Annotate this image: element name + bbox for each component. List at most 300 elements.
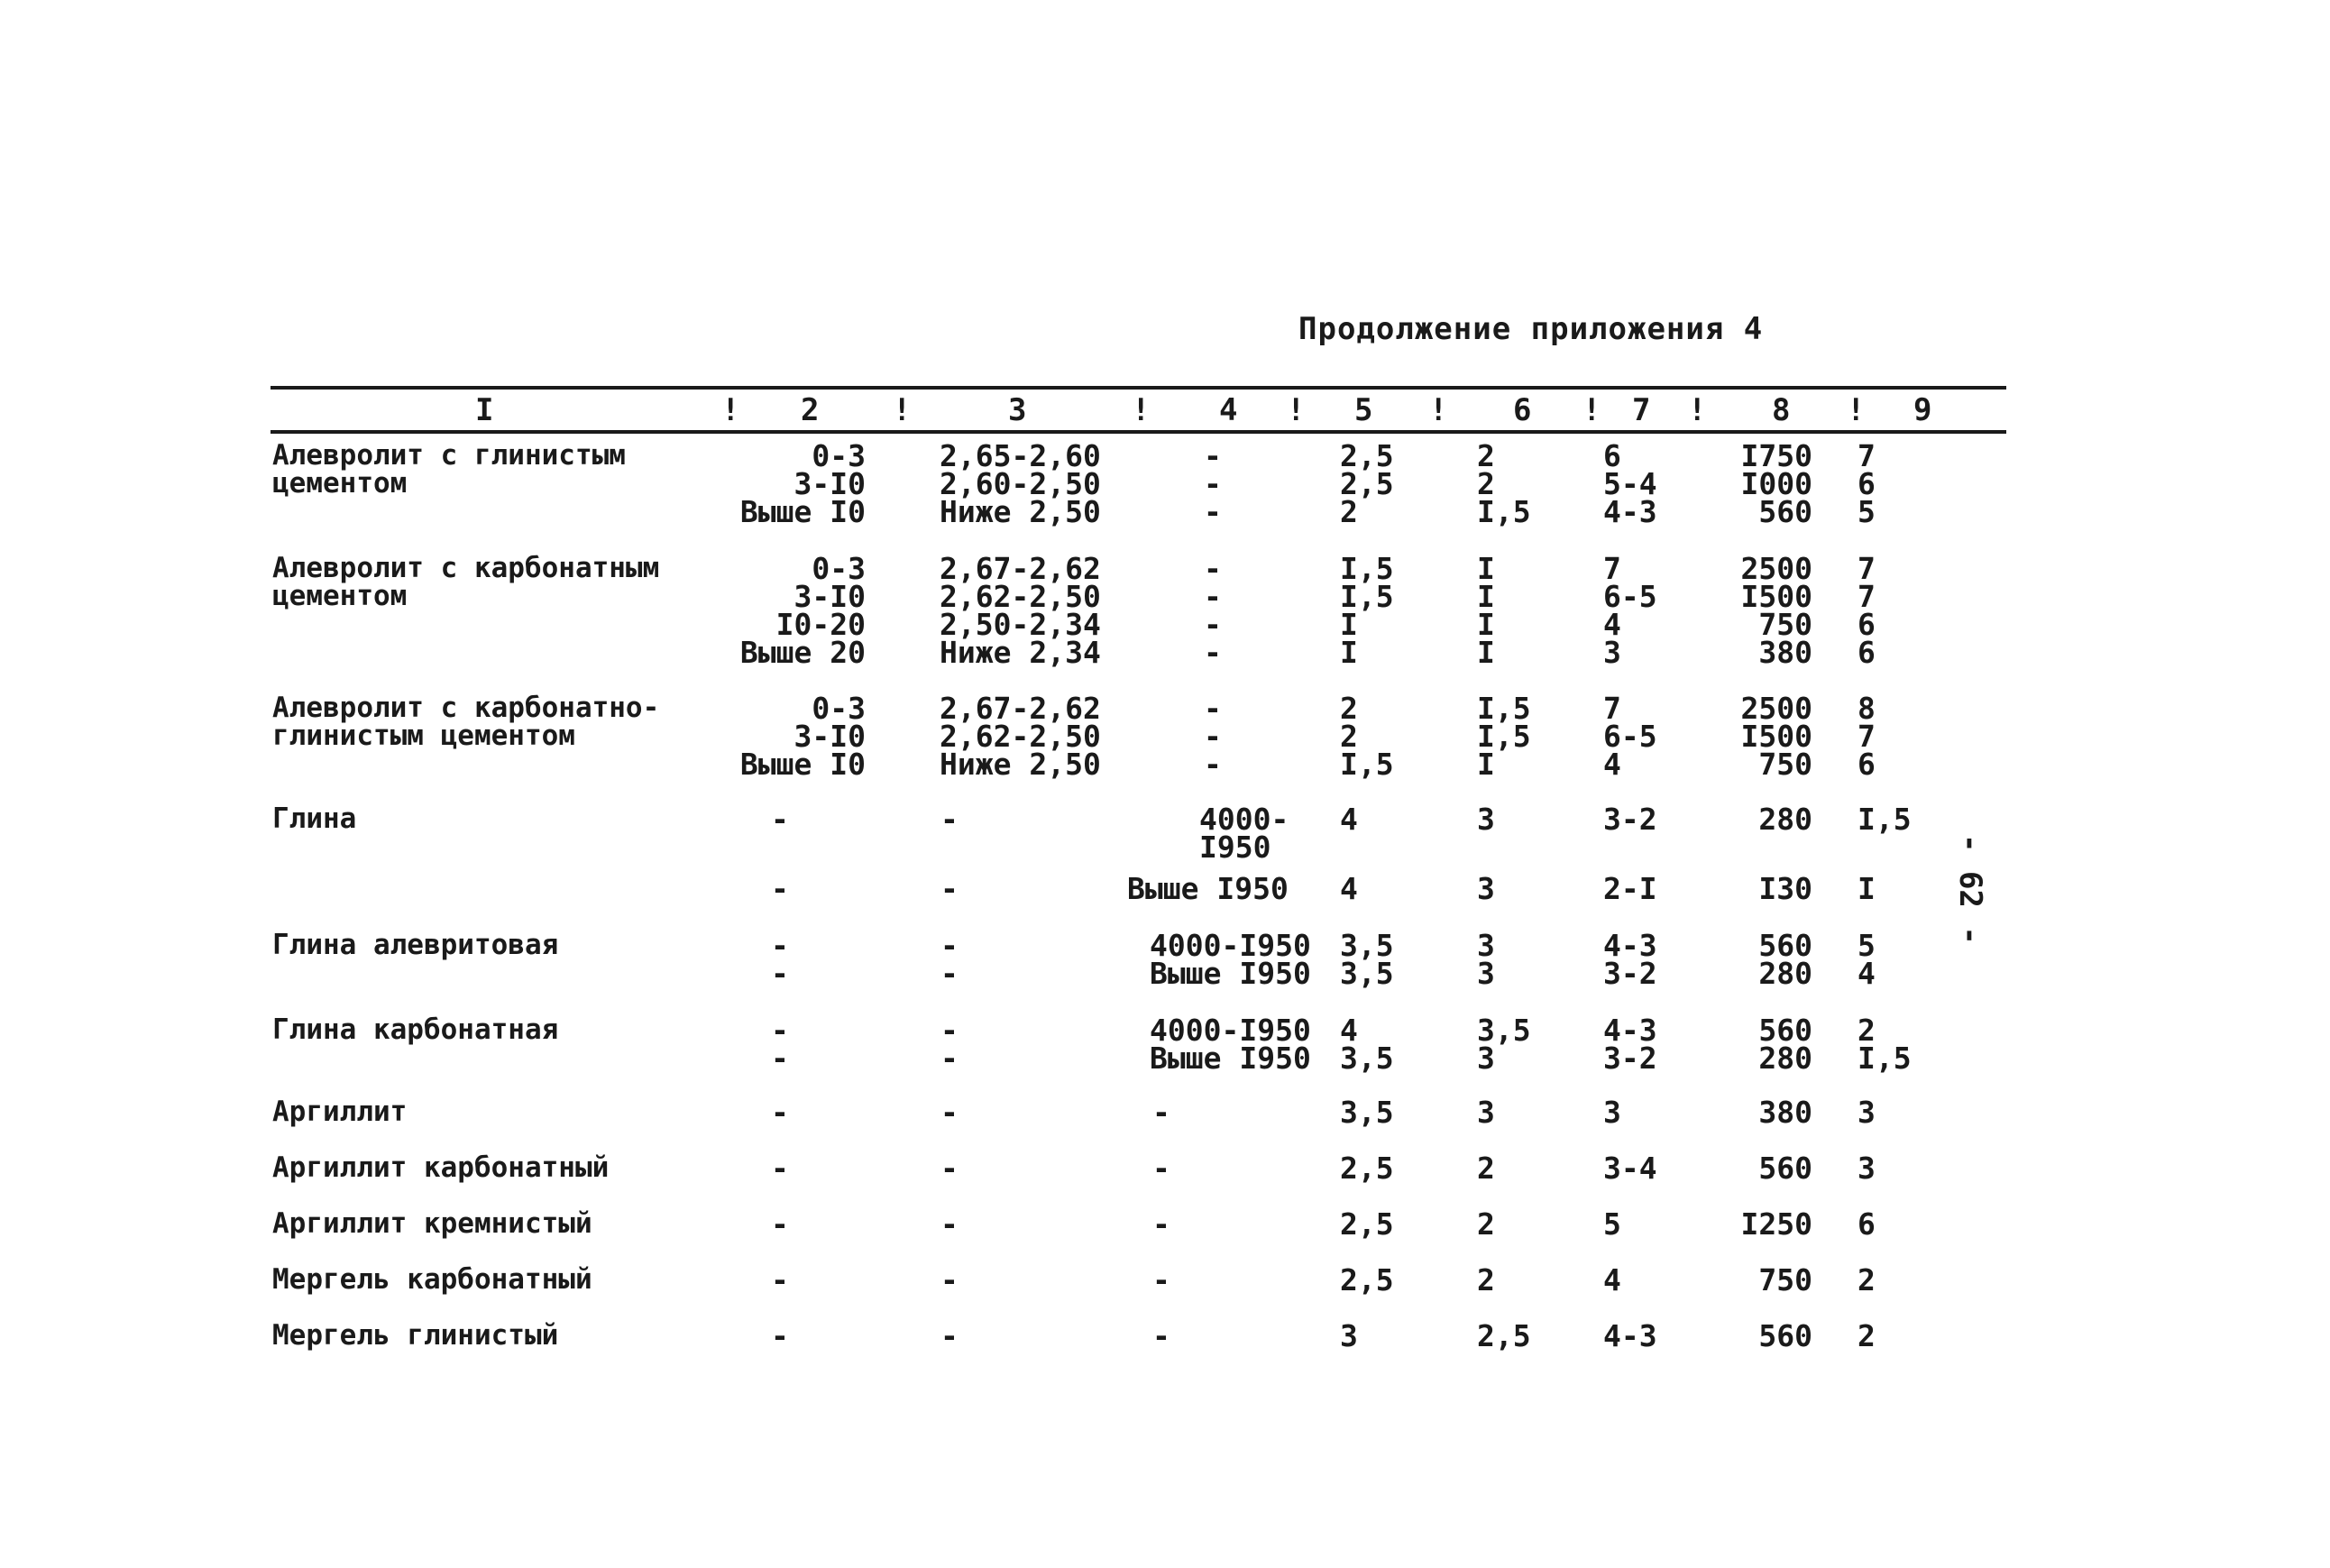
cell-value: 3,5: [1340, 956, 1394, 991]
table-top-rule: [271, 386, 2006, 390]
cell-value: -: [1204, 719, 1222, 754]
table-cell-c8: [1713, 928, 1812, 991]
cell-value: 3-I0: [793, 466, 866, 501]
table-cell-c9: [1858, 1318, 1876, 1353]
row-name-line: цементом: [272, 467, 408, 500]
cell-value: Выше I0: [739, 494, 866, 529]
table-cell-c2: [771, 1151, 798, 1186]
row-name-line: Аргиллит: [272, 1096, 408, 1128]
cell-value: -: [1204, 747, 1222, 782]
cell-value: I000: [1740, 466, 1812, 501]
table-cell-c4: [1127, 871, 1353, 906]
cell-value: Выше I0: [739, 747, 866, 782]
cell-value: 280: [1758, 956, 1812, 991]
table-cell-c6: [1477, 691, 1531, 782]
table-cell-c6: [1477, 1013, 1531, 1076]
cell-value: I500: [1740, 579, 1812, 614]
table-cell-c9: [1858, 438, 1876, 529]
table-cell-c7: [1603, 438, 1657, 529]
cell-value: 3,5: [1340, 928, 1394, 963]
table-cell-c7: [1603, 1151, 1657, 1186]
cell-value: Выше 20: [739, 635, 866, 670]
table-cell-c6: [1477, 802, 1495, 837]
cell-value: -: [771, 802, 789, 837]
cell-value: 750: [1758, 747, 1812, 782]
table-cell-c9: [1858, 691, 1876, 782]
row-name-line: Глина: [272, 802, 357, 835]
cell-value: 4: [1340, 871, 1358, 906]
cell-value: -: [940, 871, 959, 906]
cell-value: 2: [1477, 466, 1495, 501]
table-cell-c4: [1152, 1206, 1179, 1242]
cell-value: 2: [1340, 494, 1358, 529]
table-cell-c8: [1713, 1151, 1812, 1186]
cell-value: I: [1340, 607, 1358, 642]
cell-value: 3: [1477, 802, 1495, 837]
cell-value: 7: [1858, 551, 1876, 586]
cell-value: -: [1204, 494, 1222, 529]
cell-value: 2,67-2,62: [940, 691, 1101, 726]
cell-value: I: [1340, 635, 1358, 670]
table-cell-c6: [1477, 1151, 1495, 1186]
column-header-4: 4: [1219, 392, 1238, 428]
cell-value: -: [1152, 1262, 1170, 1297]
table-cell-c6: [1477, 438, 1531, 529]
table-cell-c4: [1152, 1151, 1179, 1186]
table-cell-c9: [1858, 1095, 1876, 1130]
table-cell-c7: [1603, 928, 1657, 991]
table-cell-c7: [1603, 1095, 1621, 1130]
table-cell-c4: [1152, 1318, 1179, 1353]
cell-value: 3: [1477, 956, 1495, 991]
cell-value: 3-I0: [793, 579, 866, 614]
cell-value: -: [1152, 1206, 1170, 1242]
cell-value: 560: [1758, 1013, 1812, 1048]
cell-value: I,5: [1858, 802, 1912, 837]
cell-value: -: [940, 1262, 959, 1297]
cell-value: I: [1477, 551, 1495, 586]
row-name-line: Глина алевритовая: [272, 929, 559, 961]
cell-value: 3,5: [1477, 1013, 1531, 1048]
cell-value: 2,50-2,34: [940, 607, 1101, 642]
cell-value: -: [1204, 438, 1222, 473]
column-separator: !: [1582, 392, 1601, 428]
table-cell-c3: [940, 1206, 959, 1242]
cell-value: -: [771, 871, 789, 906]
row-name: [272, 1263, 592, 1296]
table-cell-c2: [771, 1013, 798, 1076]
row-name-line: Аргиллит кремнистый: [272, 1207, 592, 1240]
table-cell-c2: [771, 1206, 798, 1242]
table-cell-c3: [940, 1151, 959, 1186]
table-cell-c7: [1603, 1013, 1657, 1076]
cell-value: I,5: [1340, 747, 1394, 782]
cell-value: 2,62-2,50: [940, 579, 1101, 614]
cell-value: -: [940, 1041, 959, 1076]
cell-value: 3-I0: [793, 719, 866, 754]
cell-value: 4000-I950: [1150, 1013, 1311, 1048]
cell-value: 3: [1477, 928, 1495, 963]
cell-value: I: [1477, 635, 1495, 670]
column-header-1: I: [475, 392, 494, 428]
row-name-line: цементом: [272, 580, 408, 612]
cell-value: -: [1204, 466, 1222, 501]
cell-value: 0-3: [812, 691, 866, 726]
table-cell-c8: [1713, 691, 1812, 782]
table-cell-c3: [940, 871, 959, 906]
column-header-9: 9: [1913, 392, 1932, 428]
cell-value: 3-2: [1603, 1041, 1657, 1076]
cell-value: 750: [1758, 607, 1812, 642]
row-name-line: Мергель глинистый: [272, 1319, 559, 1352]
row-name-line: Глина карбонатная: [272, 1013, 559, 1046]
cell-value: 6-5: [1603, 719, 1657, 754]
table-cell-c7: [1603, 802, 1657, 837]
cell-value: 4-3: [1603, 928, 1657, 963]
cell-value: 5: [1858, 928, 1876, 963]
row-name: [272, 439, 626, 500]
row-name: [272, 552, 660, 612]
cell-value: 3: [1603, 635, 1621, 670]
cell-value: 2: [1477, 1206, 1495, 1242]
table-cell-c7: [1603, 1318, 1657, 1353]
table-cell-c4: [938, 551, 1492, 670]
cell-value: 4: [1340, 1013, 1358, 1048]
cell-value: I500: [1740, 719, 1812, 754]
table-cell-c2: [771, 1318, 798, 1353]
table-cell-c5: [1340, 438, 1394, 529]
cell-value: 7: [1603, 691, 1621, 726]
table-cell-c5: [1340, 1318, 1358, 1353]
cell-value: -: [1152, 1151, 1170, 1186]
column-separator: !: [893, 392, 912, 428]
cell-value: 2,5: [1340, 1206, 1394, 1242]
table-cell-c4: [1199, 802, 1289, 865]
cell-value: I: [1477, 747, 1495, 782]
cell-value: 2,5: [1477, 1318, 1531, 1353]
table-cell-c2: [771, 802, 798, 837]
cell-value: 6: [1858, 635, 1876, 670]
cell-value: -: [940, 1013, 959, 1048]
cell-value: -: [771, 1151, 789, 1186]
cell-value: -: [940, 1318, 959, 1353]
cell-value: 2,5: [1340, 1262, 1394, 1297]
cell-value: 4-3: [1603, 1318, 1657, 1353]
cell-value: 7: [1603, 551, 1621, 586]
row-name: [272, 1098, 407, 1126]
cell-value: 3: [1858, 1095, 1876, 1130]
column-header-2: 2: [801, 392, 820, 428]
cell-value: 7: [1858, 438, 1876, 473]
cell-value: -: [771, 928, 789, 963]
table-cell-c5: [1340, 691, 1394, 782]
cell-value: -: [940, 928, 959, 963]
column-separator: !: [1688, 392, 1707, 428]
cell-value: 560: [1758, 1151, 1812, 1186]
cell-value: Выше I950: [1150, 1041, 1311, 1076]
table-cell-c9: [1858, 802, 1912, 837]
cell-value: 2: [1477, 1151, 1495, 1186]
cell-value: 3: [1477, 1095, 1495, 1130]
cell-value: 2: [1477, 438, 1495, 473]
cell-value: 560: [1758, 1318, 1812, 1353]
cell-value: I: [1477, 579, 1495, 614]
table-cell-c7: [1603, 1262, 1621, 1297]
cell-value: 4000-I950: [1150, 928, 1311, 963]
table-cell-c2: [771, 1262, 798, 1297]
cell-value: 6-5: [1603, 579, 1657, 614]
table-cell-c2: [685, 438, 866, 529]
table-cell-c5: [1340, 871, 1358, 906]
cell-value: 3: [1477, 1041, 1495, 1076]
cell-value: -: [1204, 579, 1222, 614]
cell-value: 3-2: [1603, 956, 1657, 991]
cell-value: 2,60-2,50: [940, 466, 1101, 501]
column-separator: !: [1132, 392, 1151, 428]
column-separator: !: [1847, 392, 1866, 428]
cell-value: 3,5: [1340, 1095, 1394, 1130]
table-cell-c6: [1477, 1318, 1531, 1353]
table-cell-c5: [1340, 1151, 1394, 1186]
cell-value: I0-20: [775, 607, 866, 642]
cell-value: 2,5: [1340, 438, 1394, 473]
cell-value: 2: [1340, 691, 1358, 726]
cell-value: 2: [1858, 1262, 1876, 1297]
cell-value: -: [771, 1041, 789, 1076]
table-cell-c8: [1713, 1013, 1812, 1076]
cell-value: 2,62-2,50: [940, 719, 1101, 754]
table-cell-c7: [1603, 871, 1657, 906]
cell-value: 4: [1603, 747, 1621, 782]
cell-value: 3: [1340, 1318, 1358, 1353]
cell-value: -: [771, 956, 789, 991]
table-cell-c2: [685, 691, 866, 782]
row-name: [272, 802, 357, 835]
cell-value: -: [771, 1013, 789, 1048]
row-name-line: Алевролит с карбонатно-: [272, 692, 660, 724]
table-cell-c9: [1858, 1013, 1912, 1076]
cell-value: 6: [1858, 466, 1876, 501]
table-cell-c2: [771, 928, 798, 991]
cell-value: 5-4: [1603, 466, 1657, 501]
cell-value: I30: [1758, 871, 1812, 906]
cell-value: 560: [1758, 494, 1812, 529]
table-cell-c2: [771, 871, 798, 906]
cell-value: 8: [1858, 691, 1876, 726]
table-cell-c3: [940, 1013, 959, 1076]
table-cell-c9: [1858, 1262, 1876, 1297]
cell-value: 4: [1340, 802, 1358, 837]
column-header-7: 7: [1632, 392, 1651, 428]
column-separator: !: [1429, 392, 1448, 428]
table-header-rule: [271, 430, 2006, 434]
table-cell-c7: [1603, 1206, 1621, 1242]
row-name-line: Аргиллит карбонатный: [272, 1151, 610, 1184]
table-cell-c6: [1477, 1262, 1495, 1297]
cell-value: -: [771, 1206, 789, 1242]
cell-value: I: [1477, 607, 1495, 642]
table-cell-c6: [1477, 1206, 1495, 1242]
column-separator: !: [721, 392, 740, 428]
table-cell-c8: [1713, 802, 1812, 837]
cell-value: 2500: [1740, 691, 1812, 726]
row-name: [272, 1319, 559, 1352]
cell-value: -: [1152, 1318, 1170, 1353]
cell-value: 6: [1858, 1206, 1876, 1242]
cell-value: Выше I950: [1127, 871, 1289, 906]
row-name: [272, 1207, 592, 1240]
cell-value: -: [940, 802, 959, 837]
column-header-3: 3: [1008, 392, 1027, 428]
cell-value: 3: [1477, 871, 1495, 906]
cell-value: 3,5: [1340, 1041, 1394, 1076]
table-cell-c9: [1858, 1206, 1876, 1242]
cell-value: -: [940, 1095, 959, 1130]
cell-value: 5: [1858, 494, 1876, 529]
cell-value: -: [771, 1262, 789, 1297]
table-cell-c8: [1713, 551, 1812, 670]
cell-value: 2: [1858, 1318, 1876, 1353]
table-cell-c4: [1152, 1095, 1179, 1130]
row-name: [272, 1013, 559, 1046]
table-cell-c8: [1713, 1318, 1812, 1353]
cell-value: 3: [1858, 1151, 1876, 1186]
cell-value: -: [940, 1206, 959, 1242]
table-cell-c4: [938, 438, 1492, 529]
cell-value: 2,5: [1340, 1151, 1394, 1186]
cell-value: Ниже 2,50: [940, 747, 1101, 782]
cell-value: 750: [1758, 1262, 1812, 1297]
table-cell-c5: [1340, 551, 1394, 670]
cell-value: 2: [1858, 1013, 1876, 1048]
cell-value: I,5: [1340, 579, 1394, 614]
cell-value: 6: [1858, 747, 1876, 782]
table-cell-c5: [1340, 1262, 1394, 1297]
row-name-line: глинистым цементом: [272, 720, 575, 752]
cell-value: 4: [1603, 607, 1621, 642]
table-cell-c5: [1340, 1206, 1394, 1242]
cell-value: -: [771, 1318, 789, 1353]
cell-value: 4-3: [1603, 494, 1657, 529]
cell-value: 6: [1603, 438, 1621, 473]
cell-value: I,5: [1340, 551, 1394, 586]
cell-value: -: [940, 956, 959, 991]
table-cell-c9: [1858, 871, 1876, 906]
cell-value: 380: [1758, 1095, 1812, 1130]
table-cell-c4: [938, 691, 1492, 782]
cell-value: 6: [1858, 607, 1876, 642]
table-cell-c2: [771, 1095, 798, 1130]
cell-value: -: [1204, 551, 1222, 586]
table-cell-c3: [940, 802, 959, 837]
table-cell-c5: [1340, 928, 1394, 991]
cell-value: 380: [1758, 635, 1812, 670]
cell-value: 280: [1758, 802, 1812, 837]
table-cell-c9: [1858, 551, 1876, 670]
cell-value: 2,65-2,60: [940, 438, 1101, 473]
cell-value: I250: [1740, 1206, 1812, 1242]
cell-value: I,5: [1477, 494, 1531, 529]
row-name: [272, 694, 659, 750]
cell-value: Ниже 2,50: [940, 494, 1101, 529]
table-cell-c6: [1477, 551, 1495, 670]
cell-value: -: [1152, 1095, 1170, 1130]
table-cell-c7: [1603, 691, 1657, 782]
table-cell-c5: [1340, 1095, 1394, 1130]
cell-value: 4: [1858, 956, 1876, 991]
cell-value: I750: [1740, 438, 1812, 473]
table-cell-c8: [1713, 1262, 1812, 1297]
cell-value: 2500: [1740, 551, 1812, 586]
cell-value: 3-2: [1603, 802, 1657, 837]
cell-value: 7: [1858, 579, 1876, 614]
cell-value: 2,67-2,62: [940, 551, 1101, 586]
row-name-line: Алевролит с глинистым: [272, 439, 626, 472]
cell-value: I950: [1199, 830, 1271, 865]
row-name: [272, 1151, 610, 1184]
column-header-6: 6: [1513, 392, 1532, 428]
page-number: - 62 -: [1952, 834, 1988, 945]
cell-value: 2,5: [1340, 466, 1394, 501]
table-cell-c6: [1477, 871, 1495, 906]
column-header-5: 5: [1354, 392, 1373, 428]
table-cell-c8: [1713, 438, 1812, 529]
table-cell-c3: [940, 1318, 959, 1353]
cell-value: 2: [1340, 719, 1358, 754]
cell-value: I,5: [1858, 1041, 1912, 1076]
cell-value: 5: [1603, 1206, 1621, 1242]
table-cell-c7: [1603, 551, 1657, 670]
table-cell-c9: [1858, 1151, 1876, 1186]
cell-value: 0-3: [812, 551, 866, 586]
table-cell-c2: [685, 551, 866, 670]
cell-value: -: [771, 1095, 789, 1130]
cell-value: I: [1858, 871, 1876, 906]
table-cell-c8: [1713, 1206, 1812, 1242]
cell-value: 2: [1477, 1262, 1495, 1297]
cell-value: 4: [1603, 1262, 1621, 1297]
table-cell-c5: [1340, 802, 1358, 837]
table-cell-c5: [1340, 1013, 1394, 1076]
cell-value: 3: [1603, 1095, 1621, 1130]
cell-value: 7: [1858, 719, 1876, 754]
cell-value: -: [940, 1151, 959, 1186]
cell-value: Ниже 2,34: [940, 635, 1101, 670]
cell-value: 2-I: [1603, 871, 1657, 906]
column-separator: !: [1287, 392, 1306, 428]
table-cell-c3: [940, 1095, 959, 1130]
cell-value: -: [1204, 607, 1222, 642]
cell-value: -: [1204, 691, 1222, 726]
table-cell-c3: [940, 928, 959, 991]
row-name-line: Мергель карбонатный: [272, 1263, 592, 1296]
cell-value: -: [1204, 635, 1222, 670]
row-name-line: Алевролит с карбонатным: [272, 552, 660, 584]
column-header-8: 8: [1772, 392, 1791, 428]
table-cell-c6: [1477, 1095, 1495, 1130]
row-name: [272, 931, 558, 959]
table-cell-c4: [1152, 1262, 1179, 1297]
cell-value: I,5: [1477, 719, 1531, 754]
table-cell-c9: [1858, 928, 1876, 991]
table-cell-c8: [1713, 1095, 1812, 1130]
cell-value: 4-3: [1603, 1013, 1657, 1048]
table-cell-c6: [1477, 928, 1495, 991]
cell-value: 0-3: [812, 438, 866, 473]
cell-value: 4000-: [1199, 802, 1289, 837]
cell-value: Выше I950: [1150, 956, 1311, 991]
cell-value: 3-4: [1603, 1151, 1657, 1186]
